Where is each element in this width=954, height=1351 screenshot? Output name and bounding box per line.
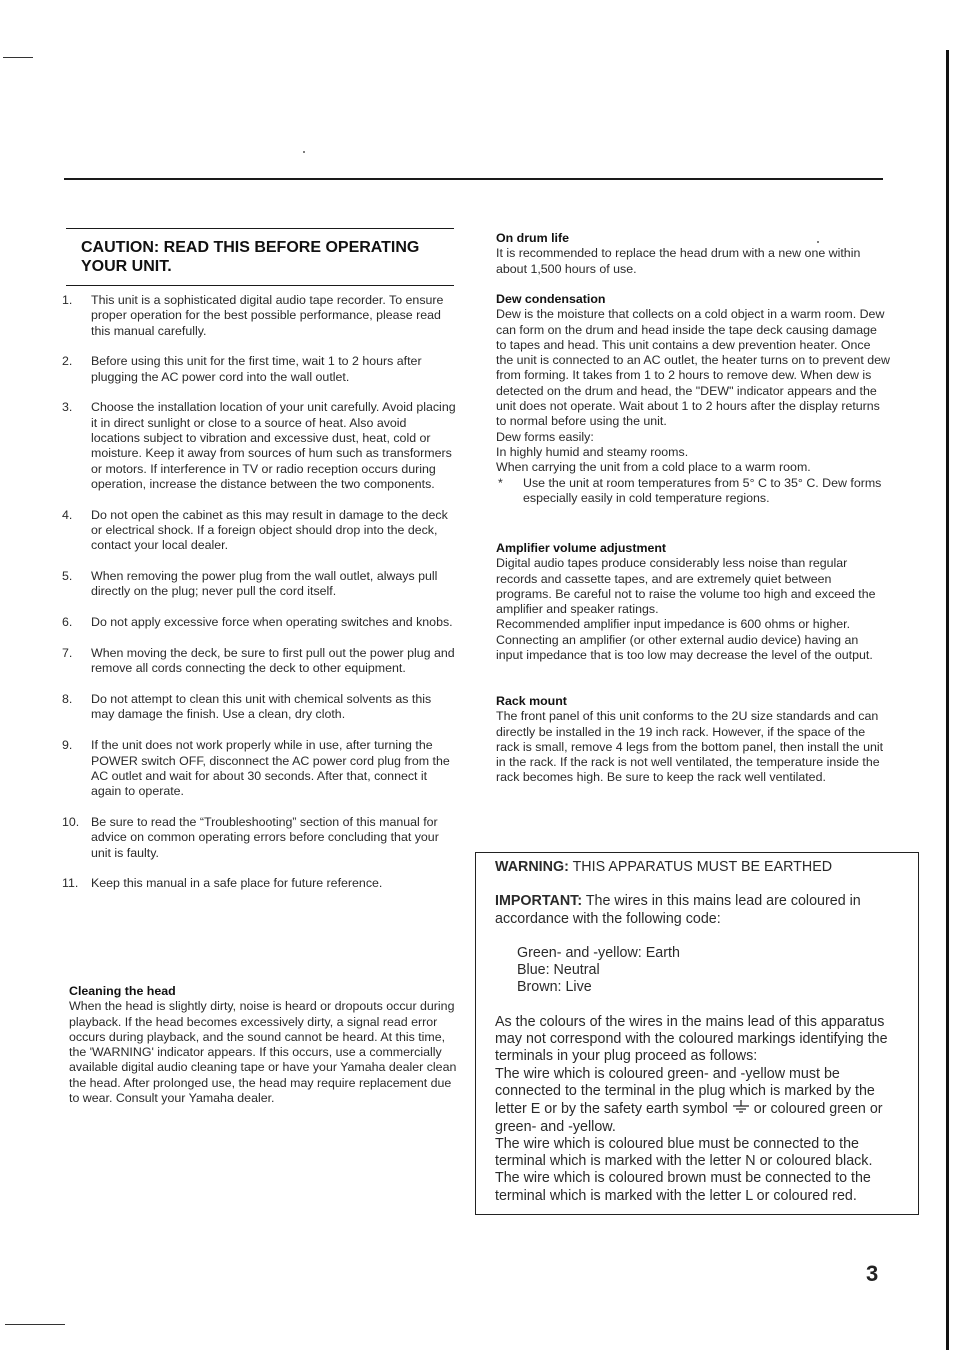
wiring-para-2-start: The wire which is coloured green- and -yellow must be connected to the terminal in the plug which is marked by the letter E or by the safety earth symbol xyxy=(495,1065,875,1118)
caution-item xyxy=(62,815,457,861)
caution-item-text: Keep this manual in a safe place for future reference. xyxy=(91,876,383,891)
scan-bottom-mark xyxy=(5,1324,65,1325)
warning-box xyxy=(475,852,919,1215)
important-text: The wires in this mains lead are coloured in accordance with the following code: xyxy=(495,893,861,927)
cleaning-title: Cleaning the head xyxy=(69,984,176,998)
caution-item-number: 3. xyxy=(62,400,73,415)
caution-item xyxy=(62,293,457,339)
caution-list xyxy=(62,293,457,907)
dew-note-text: Use the unit at room temperatures from 5° C to 35° C. Dew forms especially easily in cold temperature regions. xyxy=(523,475,882,505)
caution-item-number: 11. xyxy=(62,876,79,891)
caution-item-number: 6. xyxy=(62,615,73,630)
drum-section xyxy=(496,231,888,277)
wiring-para-3: The wire which is coloured blue must be connected to the terminal which is marked with the letter N or coloured black. xyxy=(495,1135,873,1170)
caution-heading-line1: CAUTION: READ THIS BEFORE OPERATING xyxy=(81,239,420,256)
caution-item-text: When moving the deck, be sure to first pull out the power plug and remove all cords connecting the deck to other equipment. xyxy=(91,646,455,676)
caution-item-text: Before using this unit for the first time, wait 1 to 2 hours after plugging the AC power cord into the wall outlet. xyxy=(91,354,422,384)
wiring-para-1: As the colours of the wires in the mains lead of this apparatus may not correspond with the coloured markings identifying the terminals in your plug proceed as follows: xyxy=(495,1013,888,1065)
caution-item xyxy=(62,692,457,723)
caution-item-number: 1. xyxy=(62,293,73,307)
drum-body: It is recommended to replace the head drum with a new one within about 1,500 hours of use. xyxy=(496,246,861,276)
amplifier-body-2: Recommended amplifier input impedance is 600 ohms or higher. Connecting an amplifier (or other external audio device) having an input impedance that is too low may decrease the level of the output. xyxy=(496,617,873,663)
dew-case-humid: In highly humid and steamy rooms. xyxy=(496,444,689,459)
code-earth: Green- and -yellow: Earth xyxy=(517,944,680,961)
caution-item xyxy=(62,615,457,630)
caution-item-number: 2. xyxy=(62,354,73,369)
wiring-para-2 xyxy=(495,1066,904,1136)
drum-title: On drum life xyxy=(496,231,569,245)
caution-item-text: If the unit does not work properly while in use, after turning the POWER switch OFF, disconnect the AC power cord plug from the AC outlet and wait for about 30 seconds. After that, connect it again to operate. xyxy=(91,738,450,799)
caution-item-number: 10. xyxy=(62,814,80,829)
caution-item-number: 9. xyxy=(62,738,73,753)
dew-note xyxy=(496,476,890,507)
dew-case-cold: When carrying the unit from a cold place to a warm room. xyxy=(496,460,811,475)
code-neutral: Blue: Neutral xyxy=(517,962,600,979)
caution-heading xyxy=(81,238,451,276)
rack-section xyxy=(496,694,888,786)
page-number: 3 xyxy=(866,1261,879,1286)
caution-item-text: When removing the power plug from the wall outlet, always pull directly on the plug; never pull the cord itself. xyxy=(91,569,438,599)
caution-item-number: 4. xyxy=(62,507,73,522)
caution-bottom-rule xyxy=(66,285,454,286)
caution-item-text: Do not apply excessive force when operating switches and knobs. xyxy=(91,615,453,630)
caution-top-rule xyxy=(66,228,454,229)
dew-section xyxy=(496,292,890,506)
dew-forms-label: Dew forms easily: xyxy=(496,429,594,444)
caution-item xyxy=(62,876,457,891)
cleaning-body: When the head is slightly dirty, noise is heard or dropouts occur during playback. If the head becomes excessively dirty, a signal read error occurs during playback, and the sound cannot be heard. At this time, the 'WARNING' indicator appears. If this occurs, use a commercially available digital audio cleaning tape or have your Yamaha dealer clean the head. After prolonged use, the head may require replacement due to wear. Consult your Yamaha dealer. xyxy=(69,999,457,1106)
caution-item xyxy=(62,400,457,492)
caution-item-number: 8. xyxy=(62,692,73,707)
amplifier-title: Amplifier volume adjustment xyxy=(496,541,667,555)
dew-title: Dew condensation xyxy=(496,292,606,306)
warning-label: WARNING: xyxy=(495,859,569,875)
caution-heading-line2: YOUR UNIT. xyxy=(81,258,172,275)
caution-item xyxy=(62,738,457,799)
important-line xyxy=(495,893,904,928)
rack-body: The front panel of this unit conforms to the 2U size standards and can directly be installed in the 19 inch rack. However, if the space of the rack is small, remove 4 legs from the bottom panel, then install the unit in the rack. If the rack is not well ventilated, the temperature inside the rack becomes high. Be sure to keep the rack well ventilated. xyxy=(496,709,884,785)
dew-note-marker: * xyxy=(498,475,503,490)
caution-item-text: Choose the installation location of your unit carefully. Avoid placing it in direct sunlight or close to a source of heat. Also avoid locations subject to vibration and excessive dust, heat, cold or moisture. Keep it away from sources of hum such as transformers or motors. If interference in TV or radio reception occurs during operation, increase the distance between the two components. xyxy=(91,400,456,491)
amplifier-body-1: Digital audio tapes produce considerably less noise than regular records and cassette tapes, and are extremely quiet between programs. Be careful not to raise the volume too high and exceed the amplifier and speaker ratings. xyxy=(496,556,876,617)
code-live: Brown: Live xyxy=(517,979,592,996)
caution-item xyxy=(62,646,457,677)
caution-item-text: This unit is a sophisticated digital audio tape recorder. To ensure proper operation for the best possible performance, please read this manual carefully. xyxy=(91,293,444,338)
wiring-para-2-end: or coloured green or green- and -yellow. xyxy=(495,1101,883,1135)
caution-item xyxy=(62,569,457,600)
caution-item-text: Do not open the cabinet as this may result in damage to the deck or electrical shock. If a foreign object should drop into the deck, contact your local dealer. xyxy=(91,507,448,553)
earth-symbol-icon xyxy=(732,1100,750,1114)
header-rule xyxy=(64,178,883,180)
important-label: IMPORTANT: xyxy=(495,893,583,910)
caution-item-text: Do not attempt to clean this unit with chemical solvents as this may damage the finish. Use a clean, dry cloth. xyxy=(91,692,432,722)
rack-title: Rack mount xyxy=(496,694,567,708)
warning-line xyxy=(495,859,904,876)
caution-item-text: Be sure to read the “Troubleshooting” section of this manual for advice on common operating errors before concluding that your unit is faulty. xyxy=(91,814,439,860)
amplifier-section xyxy=(496,541,888,663)
cleaning-section xyxy=(69,984,457,1106)
page-edge-shadow xyxy=(946,50,949,1350)
caution-item xyxy=(62,354,457,385)
scan-corner-mark xyxy=(3,57,33,58)
warning-text: THIS APPARATUS MUST BE EARTHED xyxy=(572,859,833,875)
caution-item-number: 5. xyxy=(62,569,73,584)
wiring-para-4: The wire which is coloured brown must be connected to the terminal which is marked with the letter L or coloured red. xyxy=(495,1170,871,1204)
dew-body: Dew is the moisture that collects on a cold object in a warm room. Dew can form on the drum and head inside the tape deck causing damage to tapes and head. This unit contains a dew prevention heater. Once the unit is connected to an AC outlet, the heater turns on to prevent dew from forming. It takes from 1 to 2 hours to remove dew. When dew is detected on the drum and head, the "DEW" indicator appears and the unit does not operate. Wait about 1 to 2 hours after the display returns to normal before using the unit. xyxy=(496,307,891,429)
caution-item-number: 7. xyxy=(62,646,73,661)
caution-item xyxy=(62,508,457,554)
scan-speck xyxy=(303,151,305,153)
wire-colour-codes xyxy=(517,945,904,997)
